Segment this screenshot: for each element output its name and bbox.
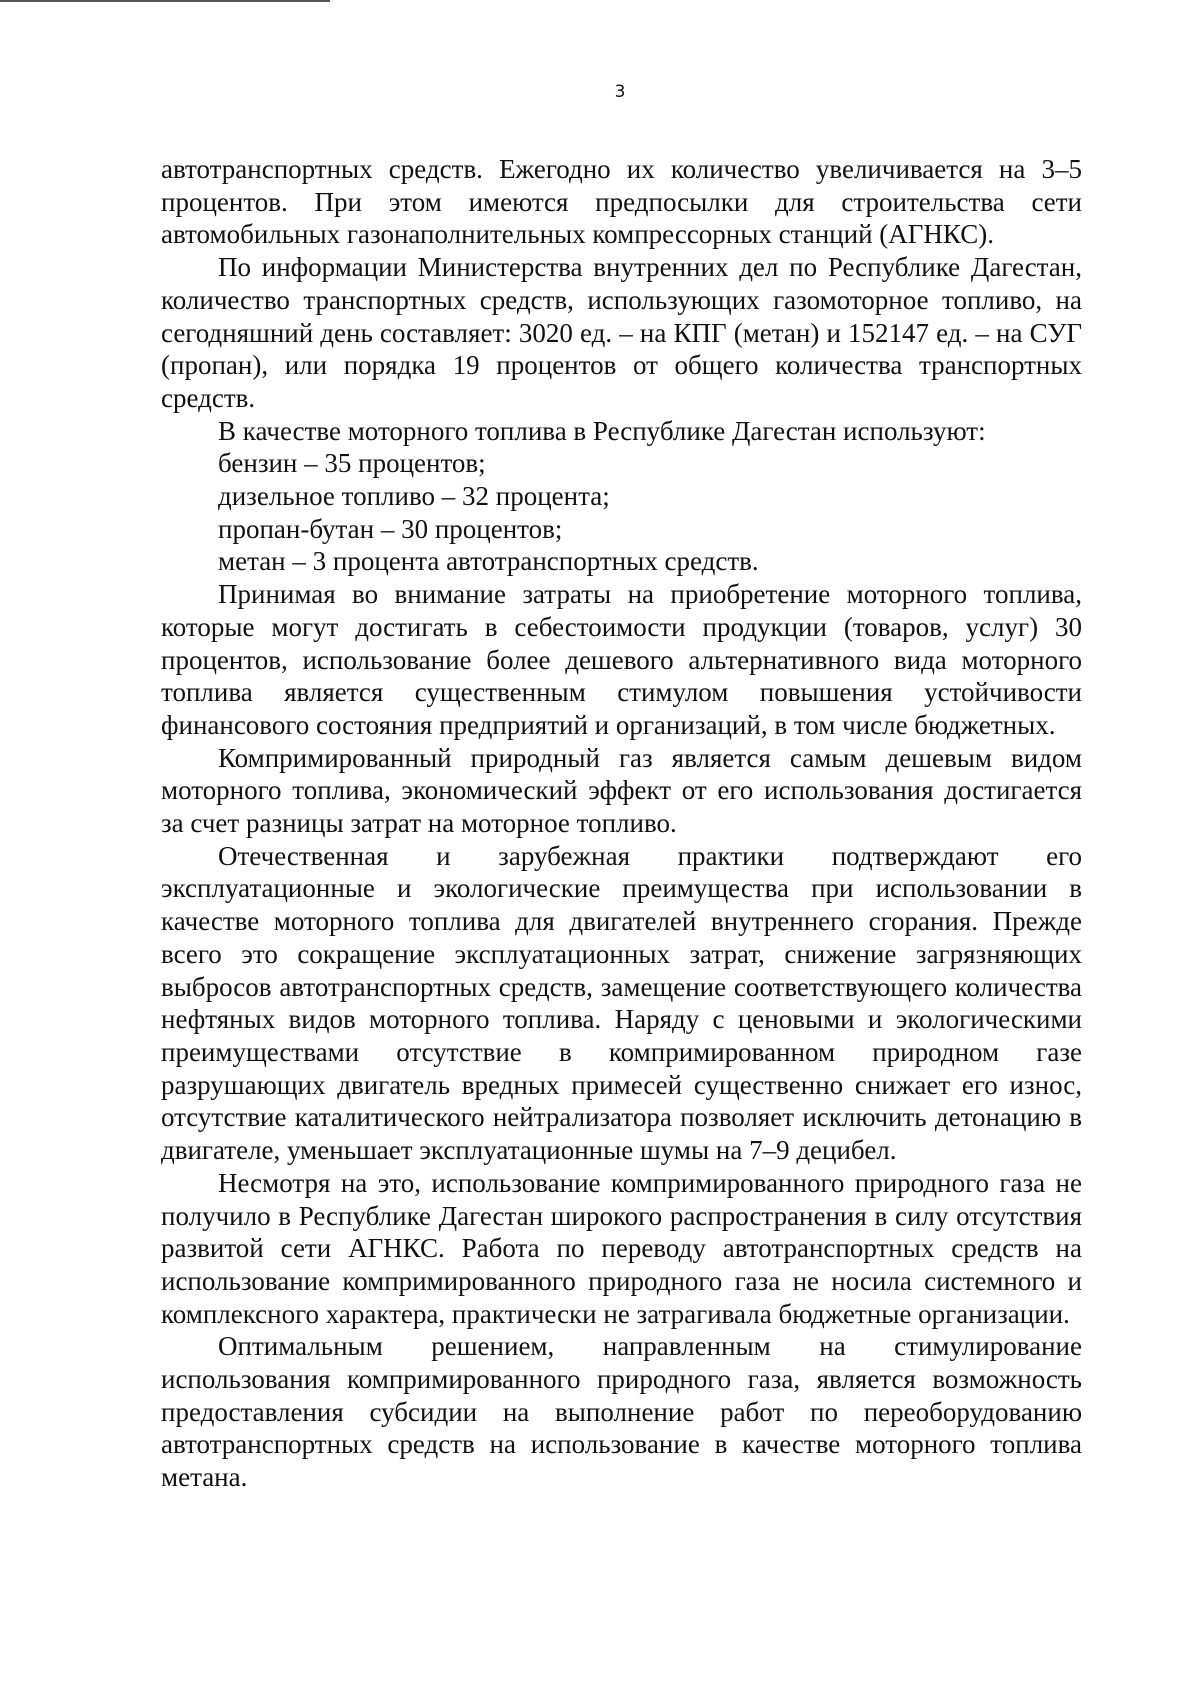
paragraph-optimal-solution: Оптимальным решением, направленным на стимулирование использования компримированного природного газа, является возможность предоставления субсидии на выполнение работ по переоборудованию автотранспортных средств на использование в качестве моторного топлива метана.	[161, 1331, 1082, 1493]
page-number: 3	[614, 82, 626, 102]
document-body	[161, 153, 1082, 1494]
paragraph-fuel-costs: Принимая во внимание затраты на приобретение моторного топлива, которые могут достигать в себестоимости продукции (товаров, услуг) 30 процентов, использование более дешевого альтернативного вида моторного топлива является существенным стимулом повышения устойчивости финансового состояния предприятий и организаций, в том числе бюджетных.	[161, 579, 1082, 740]
fuel-list-item-diesel: дизельное топливо – 32 процента;	[218, 481, 610, 512]
scan-edge-line	[0, 0, 330, 2]
fuel-list-item-methane: метан – 3 процента автотранспортных средств.	[218, 546, 759, 577]
paragraph-practice-benefits: Отечественная и зарубежная практики подтверждают его эксплуатационные и экологические преимущества при использовании в качестве моторного топлива для двигателей внутреннего сгорания. Прежде всего это сокращение эксплуатационных затрат, снижение загрязняющих выбросов автотранспортных средств, замещение соответствующего количества нефтяных видов моторного топлива. Наряду с ценовыми и экологическими преимуществами отсутствие в компримированном природном газе разрушающих двигатель вредных примесей существенно снижает его износ, отсутствие каталитического нейтрализатора позволяет исключить детонацию в двигателе, уменьшает эксплуатационные шумы на 7–9 децибел.	[161, 840, 1082, 1166]
paragraph-cng-cheapest: Компримированный природный газ является самым дешевым видом моторного топлива, экономический эффект от его использования достигается за счет разницы затрат на моторное топливо.	[161, 742, 1082, 839]
paragraph-fuel-intro: В качестве моторного топлива в Республике Дагестан используют:	[218, 415, 986, 446]
paragraph-not-widespread: Несмотря на это, использование компримированного природного газа не получило в Республике Дагестан широкого распространения в силу отсутствия развитой сети АГНКС. Работа по переводу автотранспортных средств на использование компримированного природного газа не носила системного и комплексного характера, практически не затрагивала бюджетные организации.	[161, 1167, 1082, 1329]
paragraph-mvd-info: По информации Министерства внутренних дел по Республике Дагестан, количество транспортных средств, использующих газомоторное топливо, на сегодняшний день составляет: 3020 ед. – на КПГ (метан) и 152147 ед. – на СУГ (пропан), или порядка 19 процентов от общего количества транспортных средств.	[161, 252, 1082, 413]
fuel-list-item-propane-butane: пропан-бутан – 30 процентов;	[218, 513, 563, 544]
paragraph-vehicles-growth: автотранспортных средств. Ежегодно их количество увеличивается на 3–5 процентов. При этом имеются предпосылки для строительства сети автомобильных газонаполнительных компрессорных станций (АГНКС).	[161, 154, 1082, 250]
fuel-list-item-gasoline: бензин – 35 процентов;	[218, 448, 486, 479]
